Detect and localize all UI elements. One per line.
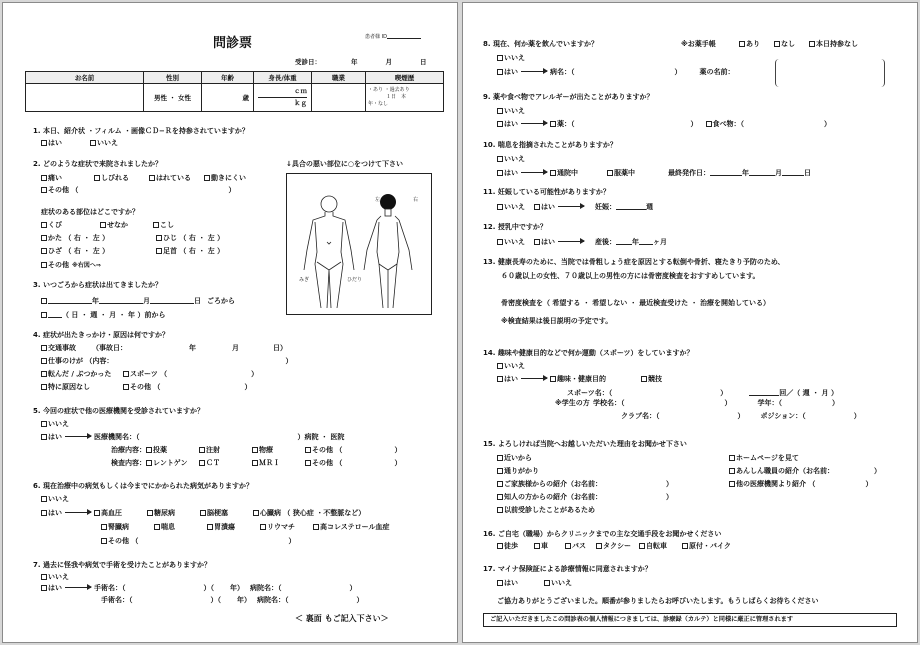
asthma-visiting-checkbox[interactable] <box>550 170 556 176</box>
q12-question: 12. 授乳中ですか？ <box>483 223 547 231</box>
q10-no: いいえ <box>497 156 525 163</box>
arrow-icon <box>521 123 547 124</box>
arrow-icon <box>521 71 547 72</box>
disease-ulcer-checkbox[interactable] <box>207 524 213 530</box>
body-diagram[interactable] <box>286 173 432 315</box>
disease-other-checkbox[interactable] <box>101 538 107 544</box>
drug-name-bracket[interactable] <box>775 59 885 87</box>
q8-no: いいえ <box>497 55 525 62</box>
q2-parts-row3: ひざ （ 右 ・ 左 ） 足首 （ 右 ・ 左 ） <box>41 248 224 255</box>
q16-question: 16. ご自宅（職場）からクリニックまでの主な交通手段をお聞かせください <box>483 530 722 538</box>
q2-part-question: 症状のある部位はどこですか？ <box>41 208 139 216</box>
occupation-cell[interactable] <box>312 84 366 112</box>
part-neck-checkbox[interactable] <box>41 222 47 228</box>
disease-cholesterol-checkbox[interactable] <box>313 524 319 530</box>
q4-question: 4. 症状が出たきっかけ・原因は何ですか？ <box>33 331 169 339</box>
arrow-icon <box>521 378 547 379</box>
q14-yes: はい 趣味・健康目的 競技 <box>497 376 662 383</box>
q6-no: いいえ <box>41 496 69 503</box>
q8-book: ※お薬手帳 あり なし 本日持参なし <box>681 40 858 48</box>
q5-treatment: 治療内容： 投薬 注射 物療 その他 （ ） <box>111 446 402 454</box>
q12-answers: いいえ はい 産後： 年 ヶ月 <box>497 238 667 246</box>
header-sex: 性別 <box>144 72 202 84</box>
q9-question: 9. 薬や食べ物でアレルギーが出たことがありますか？ <box>483 93 654 101</box>
part-back-checkbox[interactable] <box>100 222 106 228</box>
q6-no-checkbox[interactable] <box>41 496 47 502</box>
q2-question: 2. どのような症状で来院されましたか？ <box>33 160 162 168</box>
cause-other-checkbox[interactable] <box>123 384 129 390</box>
privacy-note: ご記入いただきましたこの問診表の個人情報につきましては、診療録（カルテ）と同様に厳正に管理されます <box>490 616 794 623</box>
q10-no-checkbox[interactable] <box>497 156 503 162</box>
q9-yes-checkbox[interactable] <box>497 121 503 127</box>
disease-rheumatism-checkbox[interactable] <box>260 524 266 530</box>
cause-fall-checkbox[interactable] <box>41 371 47 377</box>
part-knee-checkbox[interactable] <box>41 248 47 254</box>
q11-answers: いいえ はい 妊娠： 週 <box>497 203 653 211</box>
q5-yes: はい 医療機関名：（ ）病院 ・ 医院 <box>41 434 344 441</box>
reason-website: ホームページを見て <box>729 455 799 462</box>
transport-walk-checkbox[interactable] <box>497 543 503 549</box>
q2-parts-row1: くび せなか こし <box>41 222 174 229</box>
q7-no-checkbox[interactable] <box>41 574 47 580</box>
reason-passing: 通りがかり <box>497 468 539 475</box>
back-side-note: ＜ 裏面 もご記入下さい＞ <box>295 614 389 623</box>
sport-hobby-checkbox[interactable] <box>550 376 556 382</box>
q2-symptoms: 痛い しびれる はれている 動きにくい <box>41 175 246 182</box>
cause-accident-checkbox[interactable] <box>41 345 47 351</box>
transport-motorbike-checkbox[interactable] <box>682 543 688 549</box>
q4-accident: 交通事故 （事故日： 年 月 日） <box>41 345 287 352</box>
q1-question: 1. 本日、紹介状 ・フィルム ・画像ＣＤ−Ｒを持参されていますか？ <box>33 127 249 135</box>
q16-options: 徒歩 車 バス タクシー 自転車 原付・バイク <box>497 543 731 550</box>
q9-no-checkbox[interactable] <box>497 108 503 114</box>
arrow-icon <box>65 512 91 513</box>
part-shoulder-checkbox[interactable] <box>41 235 47 241</box>
q4-none-other: 特に原因なし その他 （ ） <box>41 384 251 391</box>
q6-yes: はい 高血圧 糖尿病 脳梗塞 心臓病 （ 狭心症 ・不整脈など） <box>41 510 365 517</box>
disease-asthma-checkbox[interactable] <box>154 524 160 530</box>
q14-no: いいえ <box>497 363 525 370</box>
treat-other-checkbox[interactable] <box>305 447 311 453</box>
reason-staff: あんしん職員の紹介（お名前： ） <box>729 468 881 475</box>
q5-exam: 検査内容： レントゲン ＣＴ ＭＲＩ その他 （ ） <box>111 459 402 467</box>
q8-yes-checkbox[interactable] <box>497 69 503 75</box>
q2-parts-row2: かた （ 右 ・ 左 ） ひじ （ 右 ・ 左 ） <box>41 235 224 242</box>
transport-taxi-checkbox[interactable] <box>596 543 602 549</box>
disease-kidney-checkbox[interactable] <box>101 524 107 530</box>
sex-cell[interactable]: 男性 ・ 女性 <box>144 84 202 112</box>
questionnaire-page-back <box>462 2 918 643</box>
diagram-migi-label: みぎ <box>299 277 310 283</box>
smoking-cell[interactable]: ・あり ・過去あり １日 本 年・なし <box>366 84 444 112</box>
arrow-icon <box>65 587 91 588</box>
reason-revisit: 以前受診したことがあるため <box>497 507 595 514</box>
cause-work-checkbox[interactable] <box>41 358 47 364</box>
symptom-other-checkbox[interactable] <box>41 187 47 193</box>
privacy-footer <box>483 613 897 627</box>
asthma-medication-checkbox[interactable] <box>607 170 613 176</box>
q3-range: （ 日 ・ 週 ・ 月 ・ 年 ）前から <box>41 311 166 319</box>
q13-options[interactable]: 骨密度検査を（ 希望する ・ 希望しない ・ 最近検査受けた ・ 治療を開始している） <box>501 299 771 307</box>
part-ankle-checkbox[interactable] <box>156 248 162 254</box>
q14-no-checkbox[interactable] <box>497 363 503 369</box>
q15-question: 15. よろしければ当院へお越しいただいた理由をお聞かせ下さい <box>483 440 687 448</box>
q12-yes-checkbox[interactable] <box>534 239 540 245</box>
q14-sport-name: スポーツ名：（ ） 回／（ 週 ・ 月 ） <box>567 389 838 397</box>
patient-id-label: 患者様 ID <box>365 34 421 40</box>
part-waist-checkbox[interactable] <box>153 222 159 228</box>
arrow-icon <box>558 241 584 242</box>
reason-referral: 他の医療機関より紹介 （ ） <box>729 481 872 488</box>
q6-question: 6. 現在治療中の病気もしくは今までにかかられた病気がありますか？ <box>33 482 253 490</box>
allergy-drug-checkbox[interactable] <box>550 121 556 127</box>
transport-car-checkbox[interactable] <box>534 543 540 549</box>
q3-date-checkbox[interactable] <box>41 298 47 304</box>
q5-no-checkbox[interactable] <box>41 421 47 427</box>
sport-competition-checkbox[interactable] <box>641 376 647 382</box>
treat-physio-checkbox[interactable] <box>252 447 258 453</box>
treat-injection-checkbox[interactable] <box>199 447 205 453</box>
reason-near-checkbox[interactable] <box>497 455 503 461</box>
disease-diabetes-checkbox[interactable] <box>147 510 153 516</box>
q7-second: 手術名：（ ）（ 年） 病院名：（ ） <box>101 596 364 604</box>
q12-no-checkbox[interactable] <box>497 239 503 245</box>
q9-yes: はい 薬：（ ） 食べ物：（ ） <box>497 121 831 128</box>
reason-family-checkbox[interactable] <box>497 481 503 487</box>
exam-ct-checkbox[interactable] <box>199 460 205 466</box>
q14-question: 14. 趣味や健康目的などで何か運動（スポーツ）をしていますか？ <box>483 349 694 357</box>
header-occupation: 職業 <box>312 72 366 84</box>
book-none-checkbox[interactable] <box>809 41 815 47</box>
reason-family: ご家族様からの紹介（お名前： ） <box>497 481 673 488</box>
q7-yes-checkbox[interactable] <box>41 585 47 591</box>
q6-yes-checkbox[interactable] <box>41 510 47 516</box>
book-no-checkbox[interactable] <box>774 41 780 47</box>
q1-yes-checkbox[interactable] <box>41 140 47 146</box>
q11-no-checkbox[interactable] <box>497 204 503 210</box>
q4-fall-sports: 転んだ / ぶつかった スポーツ （ ） <box>41 371 258 378</box>
symptom-swelling-checkbox[interactable] <box>149 175 155 181</box>
arrow-icon <box>65 436 91 437</box>
disease-heart-checkbox[interactable] <box>253 510 259 516</box>
body-outline-svg <box>287 174 433 316</box>
header-smoking: 喫煙歴 <box>366 72 444 84</box>
exam-mri-checkbox[interactable] <box>252 460 258 466</box>
age-cell[interactable]: 歳 <box>202 84 254 112</box>
allergy-food-checkbox[interactable] <box>706 121 712 127</box>
q7-question: 7. 過去に怪我や病気で手術を受けたことがありますか？ <box>33 561 211 569</box>
reason-passing-checkbox[interactable] <box>497 468 503 474</box>
q7-yes: はい 手術名：（ ）（ 年） 病院名：（ ） <box>41 585 357 592</box>
arrow-icon <box>521 172 547 173</box>
q2-parts-other: その他 ※右図へ⇒ <box>41 262 101 269</box>
disease-hypertension-checkbox[interactable] <box>94 510 100 516</box>
symptom-numb-checkbox[interactable] <box>94 175 100 181</box>
symptom-pain-checkbox[interactable] <box>41 175 47 181</box>
page-title: 問診票 <box>213 36 253 51</box>
header-age: 年齢 <box>202 72 254 84</box>
q10-yes-checkbox[interactable] <box>497 170 503 176</box>
reason-website-checkbox[interactable] <box>729 455 735 461</box>
header-name: お名前 <box>26 72 144 84</box>
part-elbow-checkbox[interactable] <box>156 235 162 241</box>
diagram-hidari-label: ひだり <box>347 277 363 283</box>
disease-stroke-checkbox[interactable] <box>200 510 206 516</box>
questionnaire-page-front <box>2 2 458 643</box>
header-height-weight: 身長/体重 <box>254 72 312 84</box>
q17-question: 17. マイナ保険証による診療情報に同意されますか？ <box>483 565 652 573</box>
q9-no: いいえ <box>497 108 525 115</box>
patient-info-table <box>25 71 444 112</box>
q5-no: いいえ <box>41 421 69 428</box>
q17-no-checkbox[interactable] <box>544 580 550 586</box>
treat-medication-checkbox[interactable] <box>146 447 152 453</box>
transport-bicycle-checkbox[interactable] <box>639 543 645 549</box>
symptom-stiff-checkbox[interactable] <box>204 175 210 181</box>
q11-yes-checkbox[interactable] <box>534 204 540 210</box>
q13-line2: ６０歳以上の女性、７０歳以上の男性の方には骨密度検査をおすすめしています。 <box>501 272 760 280</box>
q10-question: 10. 喘息を指摘されたことがありますか？ <box>483 141 617 149</box>
q8-yes: はい 病名：（ ） 薬の名前： <box>497 69 735 76</box>
q14-school: ※学生の方 学校名：（ ） 学年：（ ） <box>555 399 839 407</box>
q8-no-checkbox[interactable] <box>497 55 503 61</box>
height-weight-cell[interactable]: ｃｍ ｋｇ <box>254 84 312 112</box>
q14-yes-checkbox[interactable] <box>497 376 503 382</box>
q2-other: その他 （ ） <box>41 187 235 194</box>
q1-options: はい いいえ <box>41 140 118 147</box>
q3-range-checkbox[interactable] <box>41 312 47 318</box>
reason-friend: 知人の方からの紹介（お名前： ） <box>497 494 673 501</box>
exam-xray-checkbox[interactable] <box>146 460 152 466</box>
visit-date: 受診日： 年 月 日 <box>295 58 427 66</box>
q17-answers: はい いいえ <box>497 580 572 587</box>
reason-referral-checkbox[interactable] <box>729 481 735 487</box>
reason-near: 近いから <box>497 455 532 462</box>
reason-friend-checkbox[interactable] <box>497 494 503 500</box>
q6-other: その他 （ ） <box>101 538 295 545</box>
book-yes-checkbox[interactable] <box>739 41 745 47</box>
cause-sports-checkbox[interactable] <box>123 371 129 377</box>
body-caption: ↓具合の悪い部位に○をつけて下さい <box>286 160 403 168</box>
q3-date: 年 月 日 ごろから <box>41 297 235 305</box>
q6-row2: 腎臓病 喘息 胃潰瘍 リウマチ 高コレステロール血症 <box>101 524 390 531</box>
thanks-message: ご協力ありがとうございました。順番が参りましたらお呼びいたします。もうしばらくお待ちください <box>497 597 819 605</box>
diagram-left-label: 左 <box>375 197 381 203</box>
q17-yes-checkbox[interactable] <box>497 580 503 586</box>
reason-revisit-checkbox[interactable] <box>497 507 503 513</box>
name-cell[interactable] <box>26 84 144 112</box>
cause-none-checkbox[interactable] <box>41 384 47 390</box>
part-other-checkbox[interactable] <box>41 262 47 268</box>
diagram-right-label: 右 <box>413 197 419 203</box>
q1-no-checkbox[interactable] <box>90 140 96 146</box>
q8-question: 8. 現在、何か薬を飲んでいますか？ <box>483 40 598 48</box>
q13-question: 13. 健康長寿のために、当院では骨粗しょう症を原因とする転倒や骨折、寝たきり予防のため、 <box>483 258 785 266</box>
transport-bus-checkbox[interactable] <box>565 543 571 549</box>
q3-question: 3. いつごろから症状は出てきましたか？ <box>33 281 162 289</box>
q13-note: ※検査結果は後日説明の予定です。 <box>501 317 613 325</box>
q7-no: いいえ <box>41 574 69 581</box>
q5-question: 5. 今回の症状で他の医療機関を受診されていますか？ <box>33 407 204 415</box>
q11-question: 11. 妊娠している可能性がありますか？ <box>483 188 610 196</box>
exam-other-checkbox[interactable] <box>305 460 311 466</box>
q14-club: クラブ名：（ ） ポジション：（ ） <box>621 412 861 420</box>
q10-yes: はい 通院中 服薬中 最終発作日： 年 月 日 <box>497 169 811 177</box>
arrow-icon <box>558 206 584 207</box>
q5-yes-checkbox[interactable] <box>41 434 47 440</box>
reason-staff-checkbox[interactable] <box>729 468 735 474</box>
q4-work: 仕事のけが （内容： ） <box>41 358 292 365</box>
